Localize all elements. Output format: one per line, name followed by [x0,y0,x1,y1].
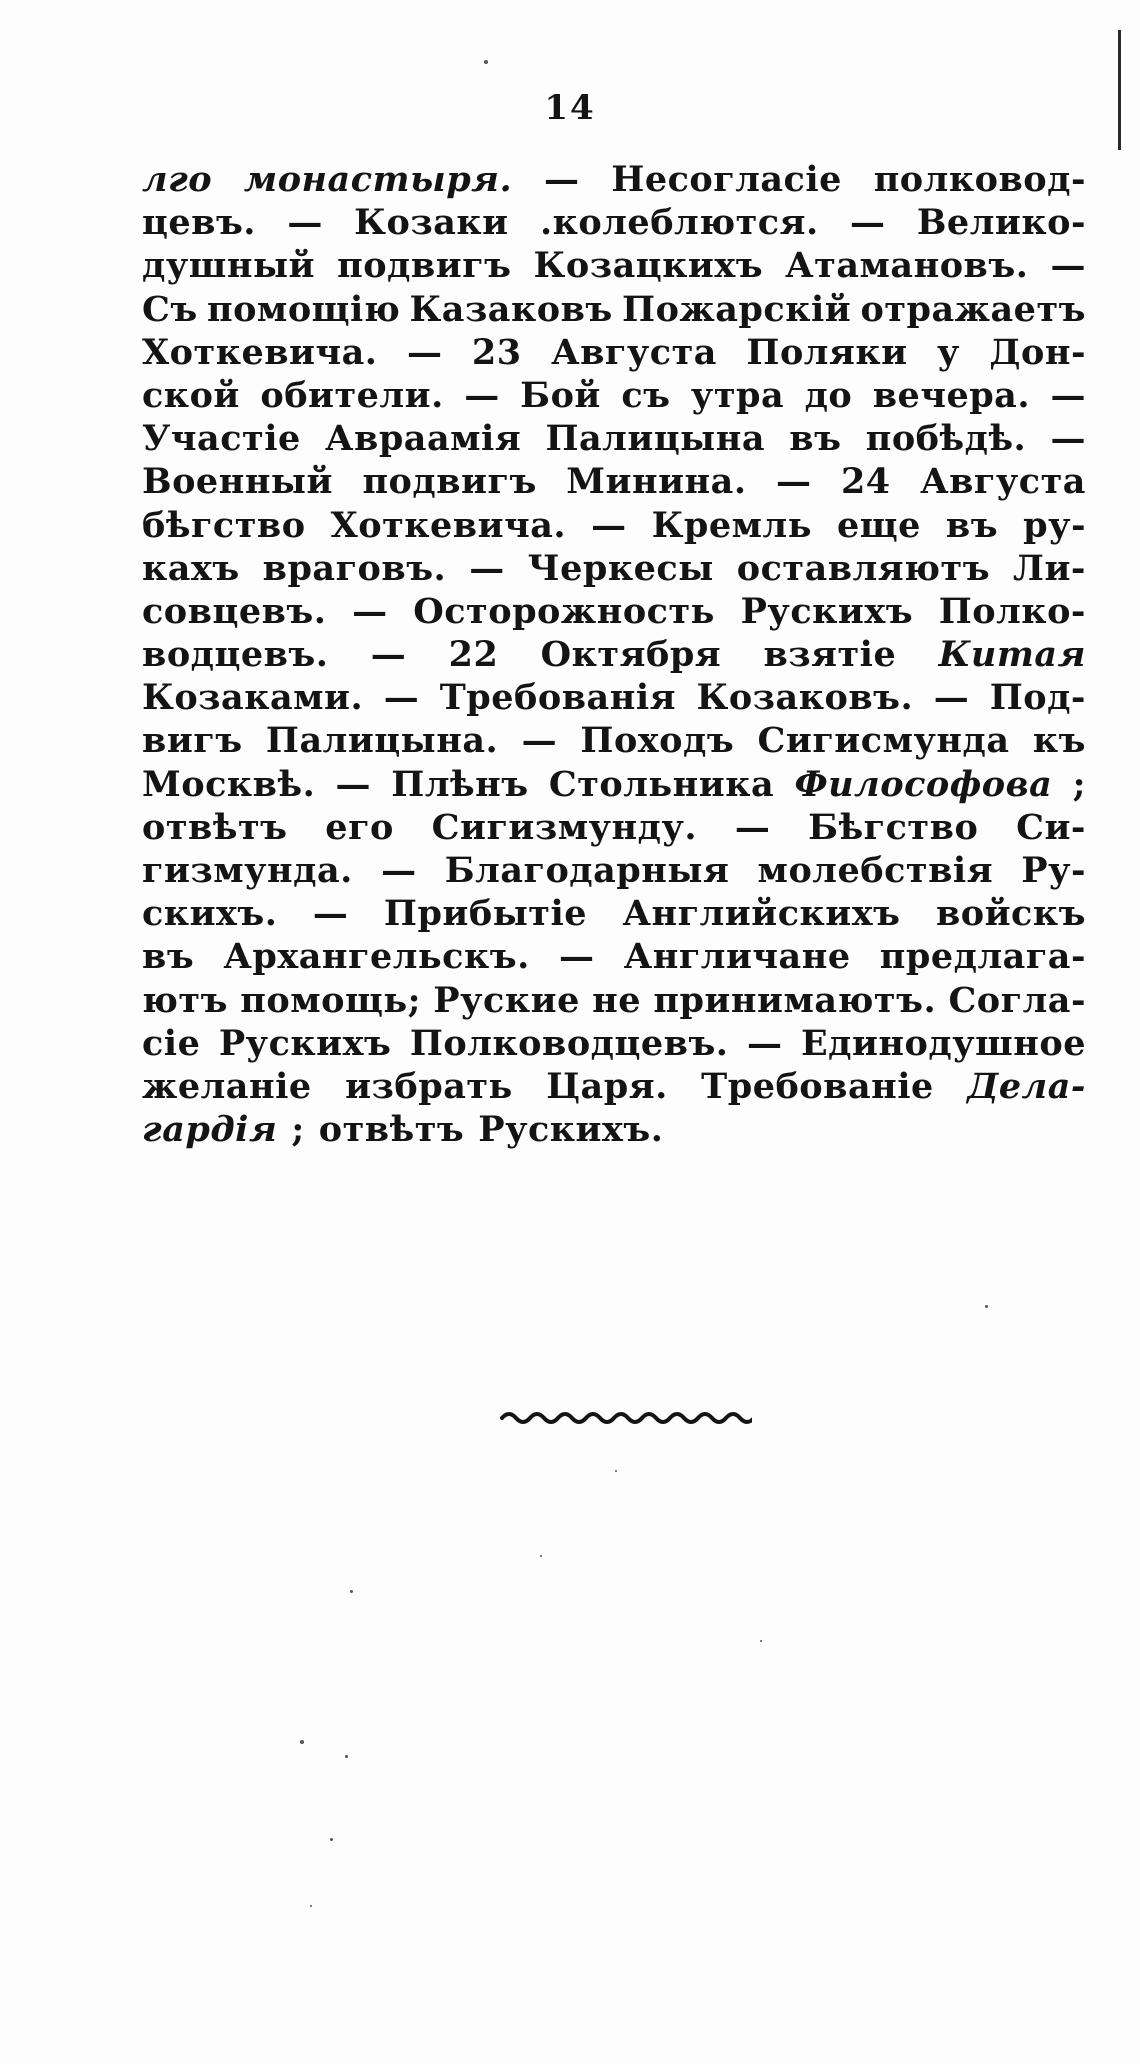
paper-speck [350,1590,353,1593]
word: Дела- [967,1065,1086,1107]
word: Англичане [623,936,851,978]
text-line [142,331,1086,374]
word: Сигисмунда [757,720,1010,762]
word: Согла- [948,979,1086,1021]
word: — [287,202,323,244]
word: утра [690,374,785,416]
word: — [591,504,627,546]
word: отражаетъ [860,288,1086,330]
paper-speck [985,1305,988,1308]
word: Черкесы [527,547,714,589]
word: Кремль [651,504,812,546]
word: ру- [1023,504,1086,546]
word: оставляютъ [736,547,991,589]
paper-speck [540,1555,542,1557]
word: — [734,806,771,848]
word: — [335,763,372,805]
word: — [746,1022,783,1064]
text-line [142,1022,1086,1065]
word: Руские [433,979,580,1021]
text-line [142,1065,1086,1108]
word: до [804,374,853,416]
word: молебствія [757,850,994,891]
word: Августа [920,461,1086,503]
word: не [592,979,642,1021]
word: Хоткевича. [330,504,567,546]
word: помощію [206,288,401,330]
paper-speck [330,1838,333,1841]
word: — [559,936,595,978]
word: — [312,893,349,935]
word: Плѣнъ [391,763,529,805]
text-line [142,504,1086,547]
word: — [850,202,886,244]
word: — [469,547,505,589]
word: ; [291,1109,305,1151]
word: Бѣгство [808,806,979,848]
word: Полководцевъ. [409,1022,729,1064]
word: Требованіе [701,1065,934,1107]
text-line [142,935,1086,978]
word: ской [142,374,240,416]
paper-speck [760,1640,762,1642]
word: Сигизмунду. [431,806,698,848]
word: 24 [840,461,891,503]
word: бѣгство [142,504,306,546]
word: Палицына. [265,720,499,762]
text-line [142,763,1086,806]
word: Английскихъ [622,893,901,935]
word: съ [621,374,671,416]
word: — [406,331,443,373]
text-line [142,719,1086,762]
paper-speck [484,60,488,64]
word: Съ [142,288,198,330]
word: 23 [471,331,522,373]
word: Архангельскъ. [223,936,530,978]
word: Ли- [1013,547,1086,589]
word: Рускихъ [218,1022,392,1064]
word: подвигъ [362,461,537,503]
word: Походъ [580,720,735,762]
word: Си- [1016,806,1086,848]
word: войскъ [935,893,1086,935]
word: Несогласіе [611,159,842,200]
word: Под- [989,677,1086,719]
word: — [383,677,420,719]
word: въ [945,504,999,546]
word: гизмунда. [142,850,353,891]
word: Требованія [439,677,676,719]
word: Рускихъ [740,590,914,632]
paper-speck [615,1470,617,1472]
word: побѣдѣ. [865,418,1027,460]
word: Китая [938,634,1086,676]
word: Палицына [545,418,766,460]
word: Октября [540,634,722,676]
word: Козаками. [142,677,364,719]
word: Благодарныя [444,850,730,891]
word: Казаковъ [409,288,613,330]
summary-text [142,158,1086,1151]
paper-speck [310,1905,312,1907]
word: Дон- [989,331,1086,373]
text-line [142,849,1086,892]
text-line [142,201,1086,244]
word: Козацкихъ [533,245,764,287]
word: Хоткевича. [142,331,378,373]
text-line [142,244,1086,287]
word: Августа [551,331,717,373]
word: Бой [520,374,601,416]
word: его [325,806,394,848]
word: цевъ. [142,202,256,244]
word: помощь; [240,979,421,1021]
word: Козаки [354,202,509,244]
word: совцевъ. [142,590,327,632]
word: Осторожность [413,590,715,632]
text-line [142,547,1086,590]
word: — [352,590,388,632]
word: — [370,634,407,676]
word: — [1050,245,1086,287]
word: полковод- [873,159,1086,200]
text-line [142,158,1086,201]
word: Рускихъ. [478,1109,664,1151]
word: скихъ. [142,893,278,935]
word: въ [142,936,195,978]
word: Военный [142,461,333,503]
text-line [142,460,1086,503]
word: душный [142,245,316,287]
word: враговъ. [262,547,447,589]
text-line [142,892,1086,935]
word: Велико- [916,202,1086,244]
word: у [937,331,960,373]
word: подвигъ [337,245,512,287]
text-line [142,288,1086,331]
word: — [521,720,558,762]
word: отвѣтъ [318,1109,465,1151]
word: Стольника [548,763,775,805]
word: 22 [448,634,499,676]
word: вечера. [872,374,1031,416]
word: желаніе [142,1065,312,1107]
word: кахъ [142,547,240,589]
word: водцевъ. [142,634,329,676]
text-line [142,417,1086,460]
word: отвѣтъ [142,806,288,848]
word: .колеблются. [539,202,819,244]
word: — [464,374,500,416]
word: Прибытіе [383,893,588,935]
word: вигъ [142,720,243,762]
word: Философова [794,763,1053,805]
text-line [142,806,1086,849]
word: ютъ [142,979,228,1021]
word: обители. [260,374,444,416]
word: Пожарскій [622,288,852,330]
word: Полко- [938,590,1086,632]
word: монастыря. [243,159,513,200]
word: — [381,850,417,891]
word: принимаютъ. [653,979,937,1021]
paper-speck [345,1755,348,1758]
text-line [142,633,1086,676]
word: Царя. [546,1065,668,1107]
word: — [933,677,970,719]
word: взятіе [763,634,897,676]
word: избрать [345,1065,513,1107]
word: — [1050,374,1086,416]
word: предлага- [879,936,1086,978]
word: Авраамія [325,418,522,460]
text-line [142,1108,1086,1151]
word: лго [142,159,213,200]
word: Поляки [746,331,908,373]
text-line [142,676,1086,719]
word: сіе [142,1022,201,1064]
word: въ [789,418,842,460]
word: — [1050,418,1086,460]
word: Участіе [142,418,301,460]
word: — [543,159,580,200]
word: Единодушное [800,1022,1086,1064]
text-line [142,979,1086,1022]
word: Козаковъ. [696,677,914,719]
word: къ [1032,720,1086,762]
text-line [142,590,1086,633]
wavy-line-ornament-icon [500,1410,752,1426]
word: еще [837,504,921,546]
word: Москвѣ. [142,763,316,805]
text-line [142,374,1086,417]
word: гардія [142,1109,278,1151]
paper-speck [300,1740,304,1744]
word: Атамановъ. [785,245,1029,287]
word: — [775,461,812,503]
word: Ру- [1021,850,1086,891]
page-number: 14 [544,88,596,128]
word: ; [1072,763,1086,805]
word: Минина. [566,461,747,503]
